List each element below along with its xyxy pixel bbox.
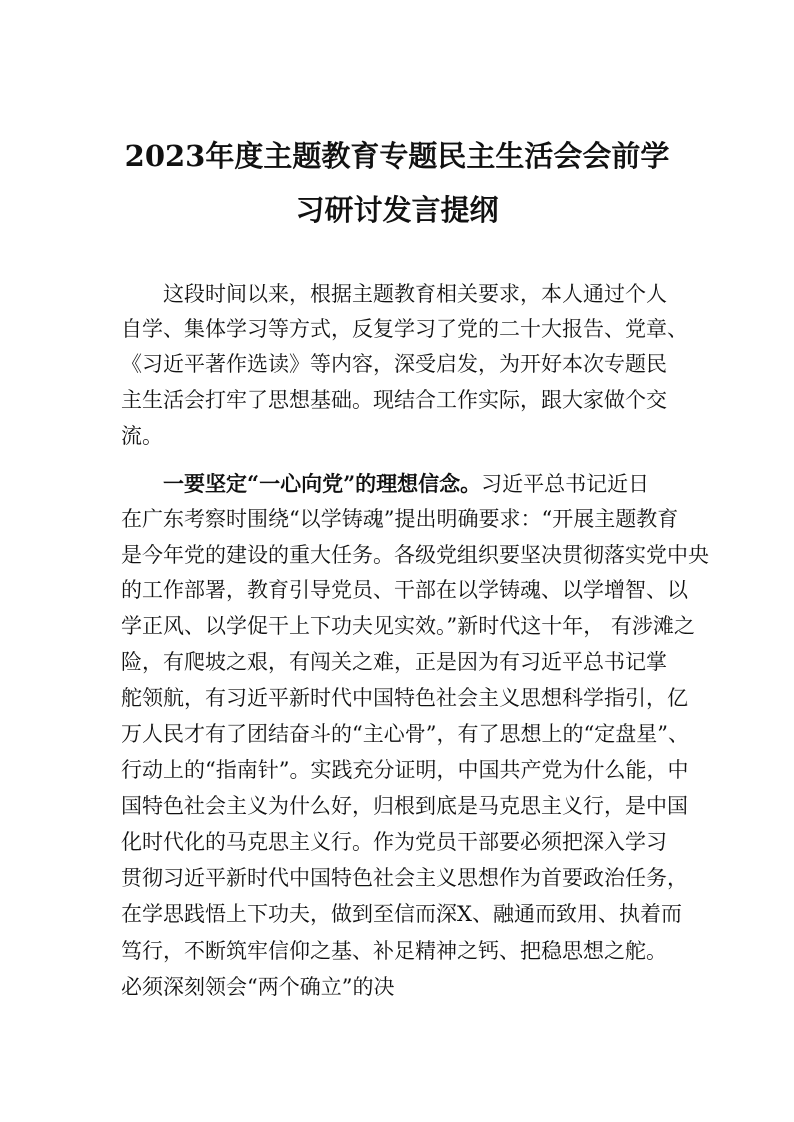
paragraph-2-first-line <box>163 470 649 498</box>
paragraph-2-line: 国特色社会主义为什么好，归根到底是马克思主义行，是中国 <box>121 794 688 818</box>
paragraph-2-line: 笃行，不断筑牢信仰之基、补足精神之钙、把稳思想之舵。 <box>121 939 667 963</box>
document-title-line-1: 2023年度主题教育专题民主生活会会前学 <box>124 139 670 173</box>
paragraph-2-line: 学正风、以学促干上下功夫见实效。”新时代这十年， 有涉滩之 <box>121 614 695 638</box>
paragraph-2-line: 行动上的“指南针”。实践充分证明，中国共产党为什么能，中 <box>121 758 689 782</box>
paragraph-2-line: 险，有爬坡之艰，有闯关之难，正是因为有习近平总书记掌 <box>121 650 667 674</box>
paragraph-2-line: 舵领航，有习近平新时代中国特色社会主义思想科学指引，亿 <box>121 686 688 710</box>
paragraph-2-line: 是今年党的建设的重大任务。各级党组织要坚决贯彻落实党中央 <box>121 543 709 567</box>
paragraph-1-line: 主生活会打牢了思想基础。现结合工作实际，跟大家做个交 <box>121 388 667 412</box>
paragraph-2-line: 的工作部署，教育引导党员、干部在以学铸魂、以学增智、以 <box>121 578 688 602</box>
paragraph-1-line: 这段时间以来，根据主题教育相关要求，本人通过个人 <box>163 282 667 306</box>
paragraph-1-line: 流。 <box>121 424 163 448</box>
section-heading: 一要坚定“一心向党”的理想信念。 <box>163 471 482 496</box>
paragraph-1-line: 自学、集体学习等方式，反复学习了党的二十大报告、党章、 <box>121 317 688 341</box>
paragraph-1-line: 《习近平著作选读》等内容，深受启发，为开好本次专题民 <box>121 352 667 376</box>
paragraph-2-line: 贯彻习近平新时代中国特色社会主义思想作为首要政治任务， <box>121 866 688 890</box>
paragraph-2-line: 必须深刻领会“两个确立”的决 <box>121 975 395 999</box>
document-title-line-2: 习研讨发言提纲 <box>295 193 499 227</box>
paragraph-2-line: 在学思践悟上下功夫，做到至信而深X、融通而致用、执着而 <box>121 902 682 926</box>
paragraph-2-line: 在广东考察时围绕“以学铸魂”提出明确要求：“开展主题教育 <box>121 507 679 531</box>
paragraph-2-line: 化时代化的马克思主义行。作为党员干部要必须把深入学习 <box>121 830 667 854</box>
paragraph-2-line: 万人民才有了团结奋斗的“主心骨”，有了思想上的“定盘星”、 <box>121 722 689 746</box>
paragraph-2-line-rest: 习近平总书记近日 <box>481 472 650 496</box>
